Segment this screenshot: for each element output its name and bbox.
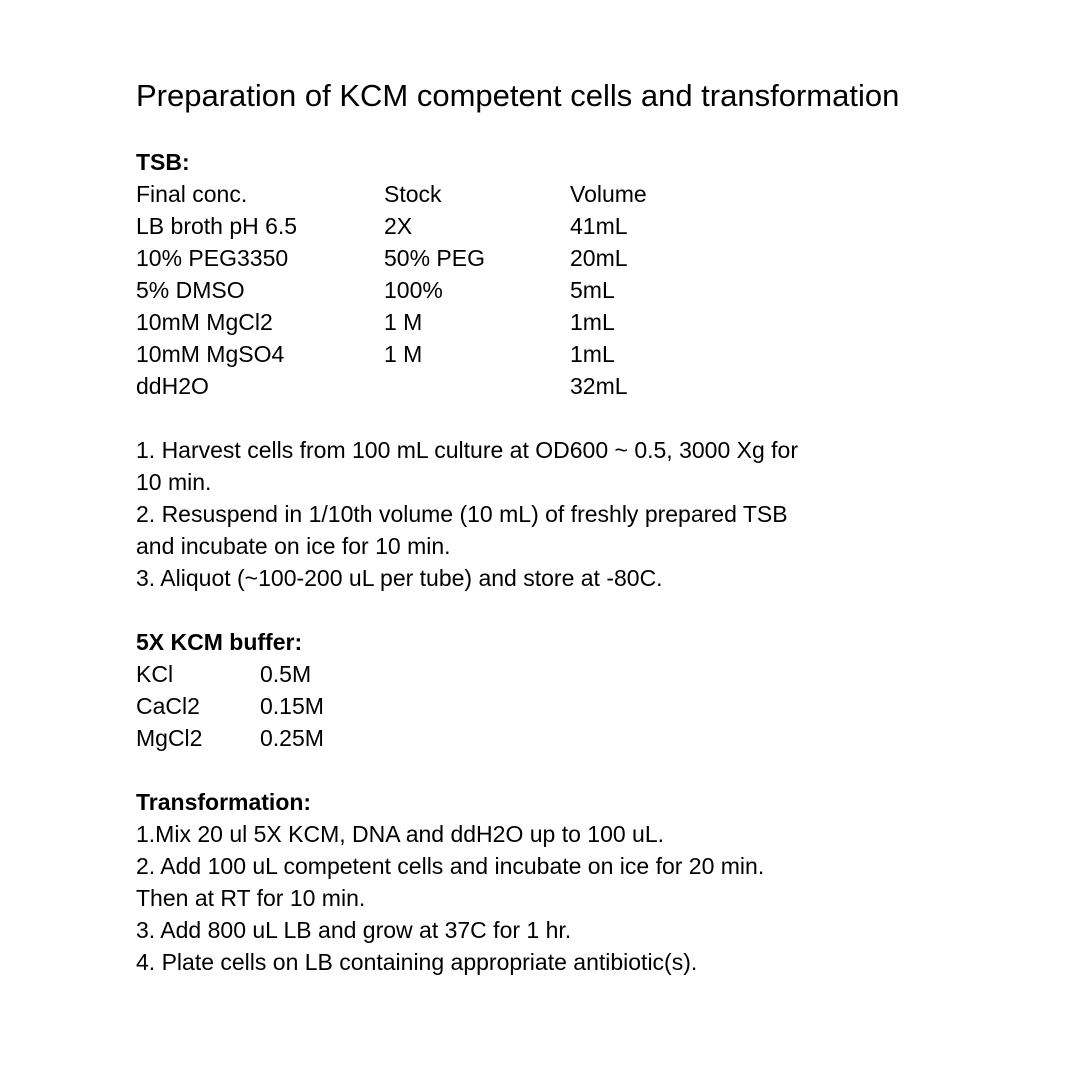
tsb-cell-stock: 100%: [384, 277, 443, 303]
tsb-cell-volume: 1mL: [570, 341, 615, 367]
kcm-cell-concentration: 0.5M: [260, 661, 312, 687]
tsb-row: [136, 306, 1036, 338]
prep-step-line: 1. Harvest cells from 100 mL culture at OD600 ~ 0.5, 3000 Xg for: [136, 437, 799, 463]
tsb-heading: TSB:: [136, 149, 190, 175]
tsb-header-stock: Stock: [384, 181, 442, 207]
transformation-step-line: 1.Mix 20 ul 5X KCM, DNA and ddH2O up to 100 uL.: [136, 821, 665, 847]
tsb-cell-final-conc: 5% DMSO: [136, 277, 245, 303]
kcm-cell-concentration: 0.15M: [260, 693, 324, 719]
tsb-table-header: [136, 178, 1036, 210]
tsb-cell-stock: [384, 370, 570, 402]
tsb-row: [136, 338, 1036, 370]
tsb-header-volume: Volume: [570, 181, 647, 207]
tsb-cell-volume: 1mL: [570, 309, 615, 335]
tsb-row: [136, 210, 1036, 242]
tsb-cell-final-conc: ddH2O: [136, 373, 209, 399]
kcm-cell-component: CaCl2: [136, 693, 200, 719]
tsb-cell-final-conc: LB broth pH 6.5: [136, 213, 298, 239]
kcm-cell-component: MgCl2: [136, 725, 203, 751]
kcm-row: [136, 690, 1036, 722]
kcm-heading: 5X KCM buffer:: [136, 629, 303, 655]
prep-steps: [136, 434, 1036, 594]
transformation-heading: Transformation:: [136, 789, 312, 815]
tsb-row: [136, 242, 1036, 274]
spacer: [136, 754, 1036, 786]
transformation-step-line: 4. Plate cells on LB containing appropriate antibiotic(s).: [136, 949, 698, 975]
prep-step-line: 2. Resuspend in 1/10th volume (10 mL) of freshly prepared TSB: [136, 501, 788, 527]
tsb-row: [136, 274, 1036, 306]
document-title: Preparation of KCM competent cells and transformation: [136, 78, 900, 113]
spacer: [136, 594, 1036, 626]
tsb-row: [136, 370, 1036, 402]
tsb-cell-volume: 5mL: [570, 277, 615, 303]
tsb-section: [136, 146, 1036, 402]
prep-step-line: and incubate on ice for 10 min.: [136, 533, 451, 559]
kcm-cell-component: KCl: [136, 661, 174, 687]
kcm-cell-concentration: 0.25M: [260, 725, 324, 751]
transformation-section: [136, 786, 1036, 978]
kcm-row: [136, 722, 1036, 754]
tsb-cell-stock: 1 M: [384, 309, 423, 335]
transformation-step-line: 3. Add 800 uL LB and grow at 37C for 1 hr.: [136, 917, 572, 943]
kcm-section: [136, 626, 1036, 754]
tsb-cell-final-conc: 10% PEG3350: [136, 245, 289, 271]
kcm-row: [136, 658, 1036, 690]
prep-step-line: 10 min.: [136, 469, 212, 495]
tsb-cell-stock: 2X: [384, 213, 413, 239]
prep-step-line: 3. Aliquot (~100-200 uL per tube) and store at -80C.: [136, 565, 663, 591]
tsb-cell-volume: 32mL: [570, 373, 628, 399]
tsb-header-final-conc: Final conc.: [136, 181, 248, 207]
protocol-document: [136, 74, 1036, 978]
transformation-step-line: 2. Add 100 uL competent cells and incubate on ice for 20 min.: [136, 853, 765, 879]
transformation-step-line: Then at RT for 10 min.: [136, 885, 366, 911]
tsb-cell-stock: 50% PEG: [384, 245, 485, 271]
spacer: [136, 402, 1036, 434]
tsb-cell-volume: 20mL: [570, 245, 628, 271]
tsb-cell-final-conc: 10mM MgCl2: [136, 309, 273, 335]
tsb-cell-volume: 41mL: [570, 213, 628, 239]
tsb-cell-final-conc: 10mM MgSO4: [136, 341, 285, 367]
tsb-cell-stock: 1 M: [384, 341, 423, 367]
